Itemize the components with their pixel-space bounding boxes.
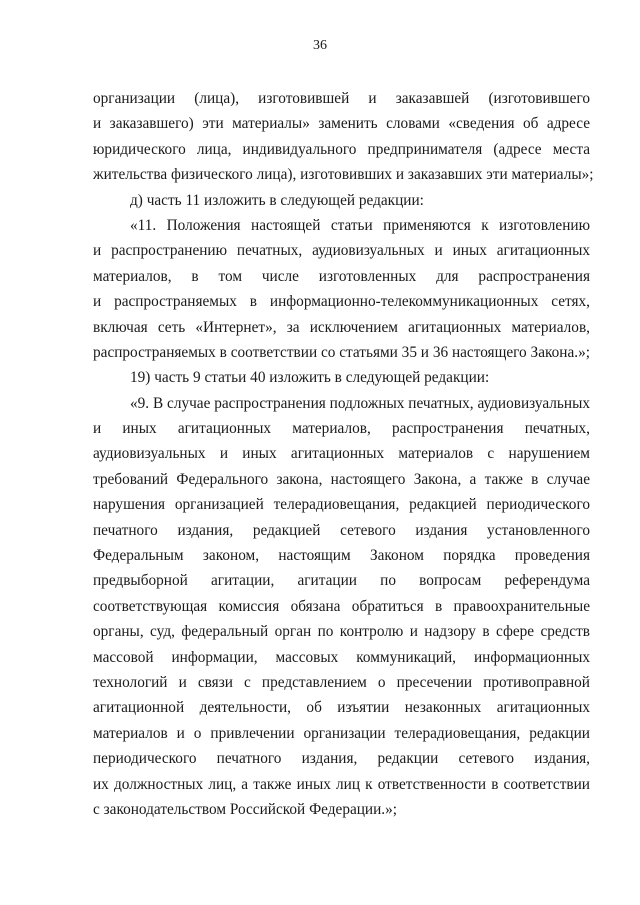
text-line: соответствующая комиссия обязана обратиться в правоохранительные — [93, 597, 590, 615]
text-line: жительства физического лица), изготовивших и заказавших эти материалы»; — [93, 166, 594, 184]
text-line: и распространяемых в информационно-телекоммуникационных сетях, — [93, 293, 590, 311]
text-line: распространяемых в соответствии со статьями 35 и 36 настоящего Закона.»; — [93, 343, 590, 361]
text-line: включая сеть «Интернет», за исключением агитационных материалов, — [93, 318, 590, 336]
text-line: материалов и о привлечении организации телерадиовещания, редакции — [93, 724, 590, 742]
text-line: и распространению печатных, аудиовизуальных и иных агитационных — [93, 242, 590, 260]
text-line: их должностных лиц, а также иных лиц к ответственности в соответствии — [93, 775, 590, 793]
text-line: печатного издания, редакцией сетевого издания установленного — [93, 521, 590, 539]
text-line: и заказавшего) эти материалы» заменить словами «сведения об адресе — [93, 115, 590, 133]
text-line: технологий и связи с представлением о пресечении противоправной — [93, 673, 590, 691]
text-line: материалов, в том числе изготовленных для распространения — [93, 267, 590, 285]
text-line: агитационной деятельности, об изъятии незаконных агитационных — [93, 699, 590, 717]
text-line: органы, суд, федеральный орган по контролю и надзору в сфере средств — [93, 623, 590, 641]
text-line: требований Федерального закона, настоящего Закона, а также в случае — [93, 470, 590, 488]
text-line: Федеральным законом, настоящим Законом порядка проведения — [93, 547, 590, 565]
text-line: аудиовизуальных и иных агитационных материалов с нарушением — [93, 445, 590, 463]
text-line: юридического лица, индивидуального предпринимателя (адресе места — [93, 140, 590, 158]
text-line: 19) часть 9 статьи 40 изложить в следующей редакции: — [130, 369, 490, 387]
body-text — [93, 86, 594, 822]
text-line: с законодательством Российской Федерации.»; — [93, 800, 398, 818]
text-line: массовой информации, массовых коммуникаций, информационных — [93, 648, 590, 666]
text-line: нарушения организацией телерадиовещания, редакцией периодического — [93, 496, 590, 514]
text-line: периодического печатного издания, редакции сетевого издания, — [93, 750, 590, 768]
page-number: 36 — [313, 38, 327, 53]
text-line: «11. Положения настоящей статьи применяются к изготовлению — [130, 216, 590, 234]
text-line: «9. В случае распространения подложных печатных, аудиовизуальных — [130, 394, 590, 412]
text-line: предвыборной агитации, агитации по вопросам референдума — [93, 572, 590, 590]
text-line: организации (лица), изготовившей и заказавшей (изготовившего — [93, 90, 590, 107]
text-line: и иных агитационных материалов, распространения печатных, — [93, 420, 590, 438]
text-line: д) часть 11 изложить в следующей редакции: — [130, 191, 424, 209]
